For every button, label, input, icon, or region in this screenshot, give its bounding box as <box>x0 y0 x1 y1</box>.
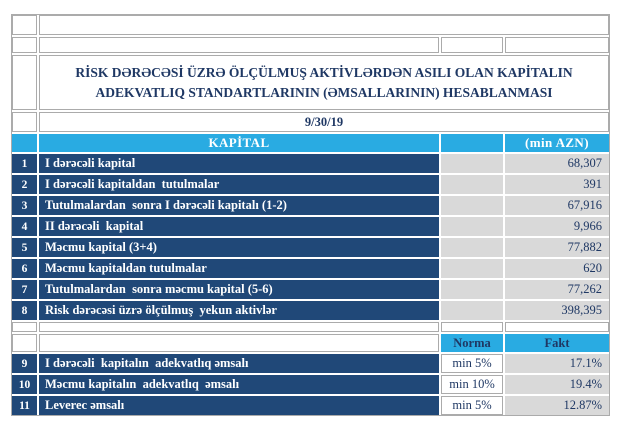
empty-cell <box>39 15 609 35</box>
spacer-row-3 <box>12 322 609 332</box>
header-corner-cell <box>12 134 37 152</box>
row-value: 391 <box>505 175 609 194</box>
empty-norma-cell <box>441 196 503 215</box>
table-row <box>12 396 609 415</box>
empty-norma-cell <box>441 259 503 278</box>
header-gap-cell <box>441 134 503 152</box>
empty-cell <box>39 37 439 53</box>
row-label: Məcmu kapitalın adekvatlıq əmsalı <box>39 375 439 394</box>
row-label: Leverec əmsalı <box>39 396 439 415</box>
column-header-norma: Norma <box>441 334 503 352</box>
table-row <box>12 301 609 320</box>
table-row <box>12 217 609 236</box>
row-label: I dərəcəli kapitalın adekvatlıq əmsalı <box>39 354 439 373</box>
title-line-1: RİSK DƏRƏCƏSİ ÜZRƏ ÖLÇÜLMUŞ AKTİVLƏRDƏN ASILI OLAN KAPİTALIN <box>75 64 573 80</box>
ratio-header-row <box>12 334 609 352</box>
row-label: Tutulmalardan sonra I dərəcəli kapitalı (1-2) <box>39 196 439 215</box>
empty-cell <box>12 37 37 53</box>
empty-cell <box>12 334 37 352</box>
table-row <box>12 375 609 394</box>
spacer-row-1 <box>12 15 609 35</box>
row-number: 2 <box>12 175 37 194</box>
empty-cell <box>441 322 503 332</box>
table-row <box>12 259 609 278</box>
empty-cell <box>12 112 37 132</box>
norma-value: min 5% <box>441 396 503 415</box>
row-number: 3 <box>12 196 37 215</box>
empty-cell <box>12 15 37 35</box>
empty-cell <box>12 55 37 110</box>
empty-cell <box>12 322 37 332</box>
empty-norma-cell <box>441 280 503 299</box>
empty-cell <box>39 322 439 332</box>
norma-value: min 10% <box>441 375 503 394</box>
date-row <box>12 112 609 132</box>
row-number: 10 <box>12 375 37 394</box>
row-number: 7 <box>12 280 37 299</box>
report-date: 9/30/19 <box>39 112 609 132</box>
column-header-fakt: Fakt <box>505 334 609 352</box>
row-number: 1 <box>12 154 37 173</box>
row-label: I dərəcəli kapitaldan tutulmalar <box>39 175 439 194</box>
row-value: 77,262 <box>505 280 609 299</box>
row-number: 11 <box>12 396 37 415</box>
table-row <box>12 354 609 373</box>
row-label: Tutulmalardan sonra məcmu kapital (5-6) <box>39 280 439 299</box>
fakt-value: 19.4% <box>505 375 609 394</box>
empty-cell <box>39 334 439 352</box>
capital-header-row <box>12 134 609 152</box>
spacer-row-2 <box>12 37 609 53</box>
row-label: Məcmu kapital (3+4) <box>39 238 439 257</box>
row-number: 9 <box>12 354 37 373</box>
empty-cell <box>505 37 609 53</box>
row-label: Risk dərəcəsi üzrə ölçülmuş yekun aktivlər <box>39 301 439 320</box>
row-value: 9,966 <box>505 217 609 236</box>
row-label: Məcmu kapitaldan tutulmalar <box>39 259 439 278</box>
row-value: 620 <box>505 259 609 278</box>
row-value: 68,307 <box>505 154 609 173</box>
row-number: 5 <box>12 238 37 257</box>
row-label: II dərəcəli kapital <box>39 217 439 236</box>
row-value: 398,395 <box>505 301 609 320</box>
fakt-value: 12.87% <box>505 396 609 415</box>
empty-norma-cell <box>441 301 503 320</box>
empty-norma-cell <box>441 238 503 257</box>
title-line-2: ADEKVATLIQ STANDARTLARININ (ƏMSALLARININ) HESABLANMASI <box>95 84 553 100</box>
row-value: 67,916 <box>505 196 609 215</box>
row-value: 77,882 <box>505 238 609 257</box>
row-label: I dərəcəli kapital <box>39 154 439 173</box>
empty-norma-cell <box>441 154 503 173</box>
title-row <box>12 55 609 110</box>
row-number: 6 <box>12 259 37 278</box>
capital-adequacy-sheet <box>12 15 609 415</box>
table-row <box>12 238 609 257</box>
table-row <box>12 154 609 173</box>
empty-cell <box>505 322 609 332</box>
table-row <box>12 280 609 299</box>
empty-cell <box>441 37 503 53</box>
empty-norma-cell <box>441 217 503 236</box>
column-header-kapital: KAPİTAL <box>39 134 439 152</box>
table-row <box>12 196 609 215</box>
fakt-value: 17.1% <box>505 354 609 373</box>
column-header-unit: (min AZN) <box>505 134 609 152</box>
table-row <box>12 175 609 194</box>
page-title <box>39 55 609 110</box>
row-number: 8 <box>12 301 37 320</box>
norma-value: min 5% <box>441 354 503 373</box>
row-number: 4 <box>12 217 37 236</box>
empty-norma-cell <box>441 175 503 194</box>
